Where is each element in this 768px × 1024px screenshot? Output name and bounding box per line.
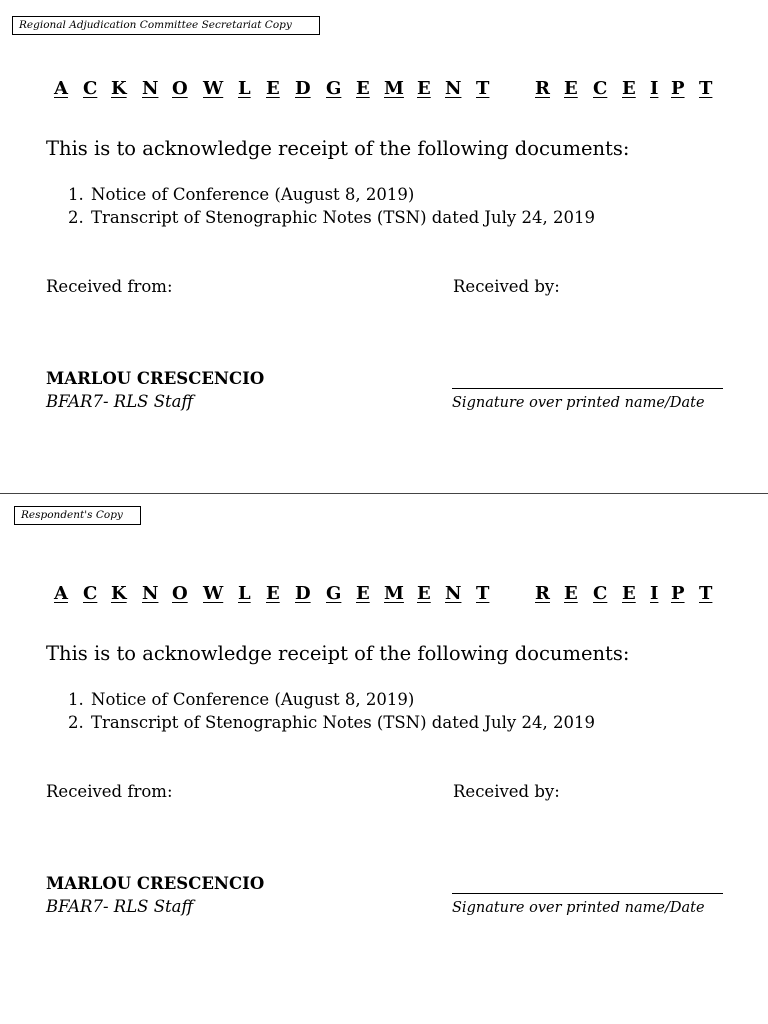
sender-name: MARLOU CRESCENCIO xyxy=(46,874,265,893)
title-letter: A xyxy=(54,78,68,99)
receipt-title xyxy=(52,78,720,106)
copy-label: Respondent's Copy xyxy=(14,506,141,525)
title-letter: P xyxy=(671,78,685,99)
title-letter: K xyxy=(111,78,127,99)
list-item-number: 2. xyxy=(68,713,84,732)
title-letter: E xyxy=(622,78,636,99)
title-letter: E xyxy=(266,583,280,604)
received-by-label: Received by: xyxy=(453,277,560,296)
received-from-label: Received from: xyxy=(46,277,173,296)
sender-name: MARLOU CRESCENCIO xyxy=(46,369,265,388)
list-item xyxy=(68,183,595,206)
signature-line xyxy=(452,893,723,894)
received-by-label: Received by: xyxy=(453,782,560,801)
receipt-copy-secretariat xyxy=(0,0,768,494)
title-letter: E xyxy=(417,78,431,99)
list-item-number: 2. xyxy=(68,208,84,227)
title-letter: O xyxy=(172,78,188,99)
title-letter: R xyxy=(535,583,550,604)
signature-caption: Signature over printed name/Date xyxy=(452,900,705,916)
title-letter: C xyxy=(83,78,98,99)
title-letter: N xyxy=(445,583,462,604)
list-item-number: 1. xyxy=(68,690,84,709)
title-letter: T xyxy=(476,78,490,99)
title-letter: O xyxy=(172,583,188,604)
title-letter: M xyxy=(384,583,404,604)
intro-text: This is to acknowledge receipt of the following documents: xyxy=(46,137,630,160)
title-letter: P xyxy=(671,583,685,604)
title-letter: G xyxy=(326,78,342,99)
title-letter: E xyxy=(356,583,370,604)
list-item-text: Notice of Conference (August 8, 2019) xyxy=(91,185,415,204)
title-letter: M xyxy=(384,78,404,99)
title-letter: I xyxy=(650,583,659,604)
list-item-text: Notice of Conference (August 8, 2019) xyxy=(91,690,415,709)
title-letter: D xyxy=(295,78,311,99)
title-letter: T xyxy=(476,583,490,604)
receipt-copy-respondent xyxy=(0,505,768,999)
copy-label: Regional Adjudication Committee Secretariat Copy xyxy=(12,16,320,35)
title-letter: E xyxy=(564,583,578,604)
title-letter: N xyxy=(142,583,159,604)
title-letter: E xyxy=(417,583,431,604)
copy-divider xyxy=(0,493,768,494)
title-letter: C xyxy=(83,583,98,604)
list-item xyxy=(68,206,595,229)
title-letter: E xyxy=(564,78,578,99)
document-list xyxy=(68,688,595,734)
title-letter: E xyxy=(356,78,370,99)
list-item-number: 1. xyxy=(68,185,84,204)
list-item-text: Transcript of Stenographic Notes (TSN) dated July 24, 2019 xyxy=(91,208,595,227)
receipt-title xyxy=(52,583,720,611)
document-list xyxy=(68,183,595,229)
title-letter: E xyxy=(266,78,280,99)
sender-role: BFAR7- RLS Staff xyxy=(46,392,194,411)
title-letter: C xyxy=(593,583,608,604)
title-letter: G xyxy=(326,583,342,604)
signature-caption: Signature over printed name/Date xyxy=(452,395,705,411)
signature-line xyxy=(452,388,723,389)
title-letter: D xyxy=(295,583,311,604)
title-letter: N xyxy=(142,78,159,99)
title-letter: E xyxy=(622,583,636,604)
title-letter: T xyxy=(699,583,713,604)
sender-role: BFAR7- RLS Staff xyxy=(46,897,194,916)
title-letter: W xyxy=(203,583,224,604)
title-letter: K xyxy=(111,583,127,604)
list-item xyxy=(68,688,595,711)
intro-text: This is to acknowledge receipt of the following documents: xyxy=(46,642,630,665)
title-letter: N xyxy=(445,78,462,99)
received-from-label: Received from: xyxy=(46,782,173,801)
title-letter: W xyxy=(203,78,224,99)
title-letter: R xyxy=(535,78,550,99)
title-letter: L xyxy=(238,78,251,99)
title-letter: L xyxy=(238,583,251,604)
title-letter: C xyxy=(593,78,608,99)
title-letter: A xyxy=(54,583,68,604)
title-letter: T xyxy=(699,78,713,99)
list-item-text: Transcript of Stenographic Notes (TSN) dated July 24, 2019 xyxy=(91,713,595,732)
title-letter: I xyxy=(650,78,659,99)
list-item xyxy=(68,711,595,734)
